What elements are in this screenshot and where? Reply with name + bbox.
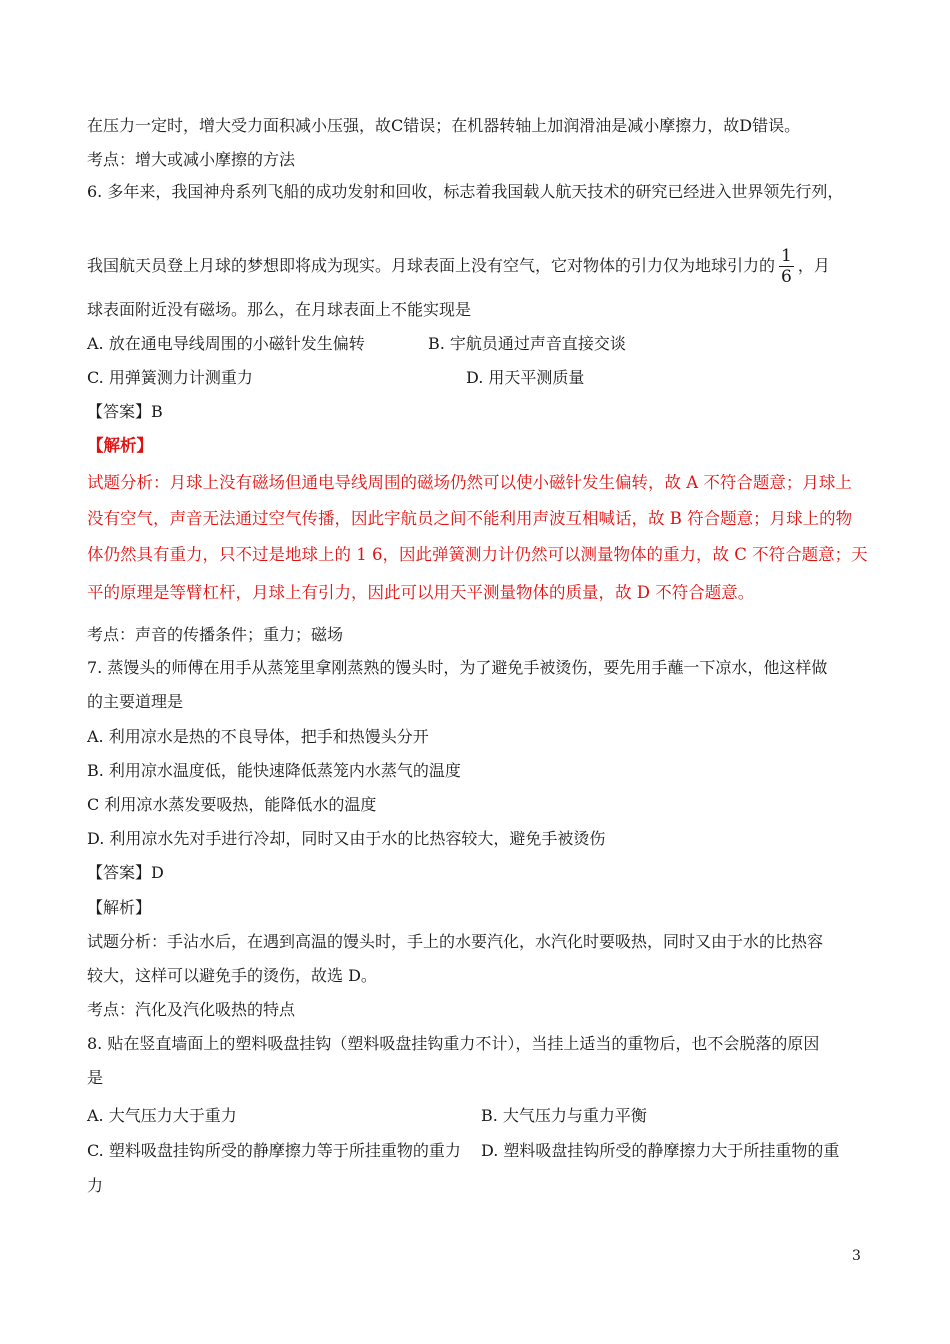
- question-8-line: 是: [87, 1068, 104, 1087]
- question-7-line: 的主要道理是: [87, 692, 184, 711]
- question-6-line: 6. 多年来，我国神舟系列飞船的成功发射和回收，标志着我国载人航天技术的研究已经进入世界领先行列，: [87, 182, 844, 201]
- question-6-line: 球表面附近没有磁场。那么，在月球表面上不能实现是: [87, 300, 472, 319]
- option-b: B. 大气压力与重力平衡: [481, 1106, 647, 1125]
- option-d: D. 塑料吸盘挂钩所受的静摩擦力大于所挂重物的重: [481, 1141, 840, 1160]
- kaodian-line: 考点：声音的传播条件；重力；磁场: [87, 625, 344, 644]
- analysis-line: 试题分析：月球上没有磁场但通电导线周围的磁场仍然可以使小磁针发生偏转，故 A 不符合题意；月球上: [87, 473, 852, 492]
- option-a: A. 利用凉水是热的不良导体，把手和热馒头分开: [87, 727, 429, 746]
- option-d: D. 用天平测质量: [466, 368, 585, 387]
- q6-text-after: ，月: [797, 256, 830, 275]
- option-d: D. 利用凉水先对手进行冷却，同时又由于水的比热容较大，避免手被烫伤: [87, 829, 606, 848]
- answer-line: 【答案】D: [87, 863, 164, 882]
- kaodian-line: 考点：增大或减小摩擦的方法: [87, 150, 296, 169]
- q6-text-before: 我国航天员登上月球的梦想即将成为现实。月球表面上没有空气，它对物体的引力仅为地球引力的: [87, 256, 776, 275]
- analysis-heading: 【解析】: [87, 436, 153, 455]
- option-b: B. 宇航员通过声音直接交谈: [428, 334, 626, 353]
- option-c: C. 塑料吸盘挂钩所受的静摩擦力等于所挂重物的重力: [87, 1141, 461, 1160]
- analysis-line: 没有空气，声音无法通过空气传播，因此宇航员之间不能利用声波互相喊话，故 B 符合题意；月球上的物: [87, 509, 853, 528]
- analysis-line: 试题分析：手沾水后，在遇到高温的馒头时，手上的水要汽化，水汽化时要吸热，同时又由于水的比热容: [87, 932, 824, 951]
- option-a: A. 大气压力大于重力: [87, 1106, 237, 1125]
- kaodian-line: 考点：汽化及汽化吸热的特点: [87, 1000, 296, 1019]
- option-b: B. 利用凉水温度低，能快速降低蒸笼内水蒸气的温度: [87, 761, 461, 780]
- fraction-numerator: 1: [781, 246, 792, 266]
- question-8-line: 8. 贴在竖直墙面上的塑料吸盘挂钩（塑料吸盘挂钩重力不计），当挂上适当的重物后，也不会脱落的原因: [87, 1034, 820, 1053]
- answer-line: 【答案】B: [87, 402, 163, 421]
- option-a: A. 放在通电导线周围的小磁针发生偏转: [87, 334, 365, 353]
- fraction-denominator: 6: [781, 267, 792, 287]
- text-line: 在压力一定时，增大受力面积减小压强，故C错误；在机器转轴上加润滑油是减小摩擦力，故D错误。: [87, 116, 801, 135]
- option-d-continued: 力: [87, 1176, 104, 1195]
- option-c: C. 用弹簧测力计测重力: [87, 368, 253, 387]
- option-c: C 利用凉水蒸发要吸热，能降低水的温度: [87, 795, 377, 814]
- analysis-line: 平的原理是等臂杠杆，月球上有引力，因此可以用天平测量物体的质量，故 D 不符合题意。: [87, 583, 755, 602]
- page-number: 3: [852, 1248, 861, 1264]
- question-6-line-with-fraction: [87, 246, 830, 287]
- question-7-line: 7. 蒸馒头的师傅在用手从蒸笼里拿刚蒸熟的馒头时，为了避免手被烫伤，要先用手蘸一下凉水，他这样做: [87, 658, 828, 677]
- fraction-one-sixth: [779, 246, 794, 287]
- analysis-heading: 【解析】: [87, 898, 152, 917]
- analysis-line: 较大，这样可以避免手的烫伤，故选 D。: [87, 966, 377, 985]
- analysis-line: 体仍然具有重力，只不过是地球上的 1 6，因此弹簧测力计仍然可以测量物体的重力，故 C 不符合题意；天: [87, 545, 868, 564]
